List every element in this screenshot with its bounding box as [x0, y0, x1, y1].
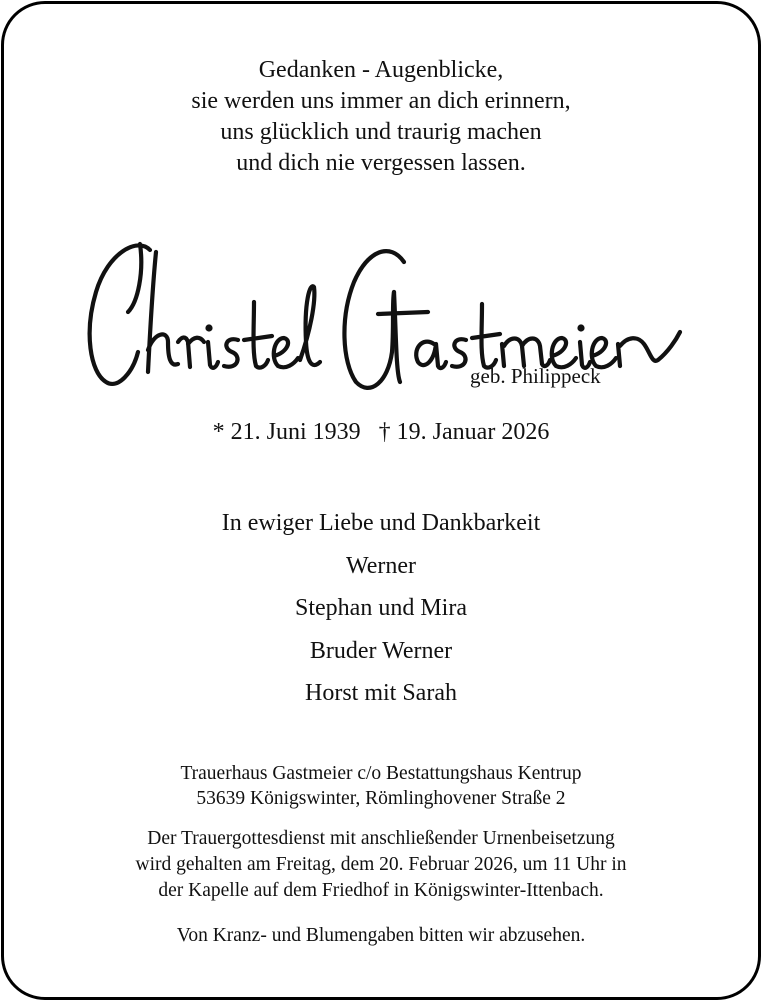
service-line: der Kapelle auf dem Friedhof in Königswinter-Ittenbach. [158, 880, 604, 901]
poem-line: und dich nie vergessen lassen. [236, 150, 526, 176]
mourner-name: Bruder Werner [309, 637, 453, 664]
mourners-intro: In ewiger Liebe und Dankbarkeit [221, 510, 541, 536]
mourners [0, 507, 762, 720]
address-line: Trauerhaus Gastmeier c/o Bestattungshaus Kentrup [180, 763, 582, 784]
mourning-house-address [0, 761, 762, 811]
poem [0, 55, 762, 179]
life-dates: * 21. Juni 1939 † 19. Januar 2026 [212, 419, 550, 445]
mourner-name: Horst mit Sarah [305, 680, 457, 706]
mourner-name: Stephan und Mira [295, 595, 467, 621]
maiden-name: geb. Philippeck [470, 364, 601, 388]
poem-line: sie werden uns immer an dich erinnern, [191, 88, 571, 114]
poem-line: Gedanken - Augenblicke, [258, 57, 504, 83]
service-line: wird gehalten am Freitag, dem 20. Februar 2026, um 11 Uhr in [135, 854, 627, 875]
mourner-name: Werner [345, 552, 417, 579]
funeral-service-info [0, 826, 762, 904]
flowers-note: Von Kranz- und Blumengaben bitten wir abzusehen. [176, 925, 586, 946]
service-line: Der Trauergottesdienst mit anschließender Urnenbeisetzung [147, 828, 615, 849]
address-line: 53639 Königswinter, Römlinghovener Straße 2 [196, 788, 566, 809]
poem-line: uns glücklich und traurig machen [220, 119, 542, 145]
